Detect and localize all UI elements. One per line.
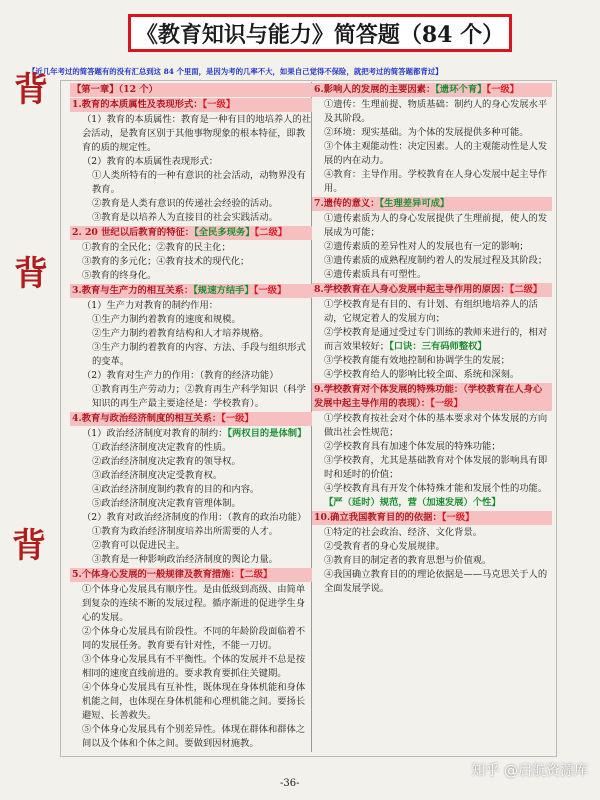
section-8-line — [312, 326, 552, 354]
section-3-line: ①教育再生产劳动力；②教育再生产科学知识（科学知识的再生产最主要途径是：学校教育）。 — [92, 384, 306, 409]
section-9-line: ③学校教育，尤其是基础教育对个体发展的影响具有即时和延时的价值； — [324, 455, 548, 480]
page-number: -36- — [280, 778, 300, 789]
left-column — [70, 82, 312, 751]
handwritten-note-2: 背 — [14, 254, 48, 294]
section-8-heading — [312, 283, 552, 297]
section-9-line: ②学校教育具有加速个体发展的特殊功能； — [324, 441, 501, 452]
section-5-heading — [70, 568, 312, 582]
section-4-line: ①教育为政治经济制度培养出所需要的人才。 — [92, 526, 278, 537]
section-4-line: ③政治经济制度决定受教育权。 — [92, 470, 223, 481]
section-5-line: ②个体身心发展具有阶段性。不同的年龄阶段面临着不同的发展任务。教育要有针对性，不能一刀切。 — [82, 626, 306, 651]
section-4-line: ①政治经济制度决定教育的性质。 — [92, 442, 232, 453]
section-4-line: ⑤政治经济制度决定教育管理体制。 — [92, 498, 241, 509]
section-3-tag: 【一级】 — [253, 285, 287, 296]
section-7-title: 7.遗传的意义： — [314, 198, 380, 209]
chapter-heading: 【第一章】（12 个） — [70, 83, 312, 97]
section-7-line: ④遗传素质具有可塑性。 — [324, 269, 427, 280]
section-7-line: ②遗传素质的差异性对人的发展也有一定的影响； — [324, 241, 529, 252]
section-10-line: ②受教育者的身心发展规律。 — [324, 541, 445, 552]
section-3-line: ①生产力制约着教育的速度和规模。 — [92, 314, 241, 325]
section-10-line: ①特定的社会政治、经济、文化背景。 — [324, 527, 483, 538]
section-4-tag: 【一级】 — [221, 413, 254, 424]
section-5-tag: 【二级】 — [239, 569, 273, 580]
section-4-heading — [70, 412, 312, 426]
section-9-tag: 【一级】 — [430, 398, 463, 409]
section-8-line: ①学校教育是有目的、有计划、有组织地培养人的活动，它规定着人的发展方向； — [324, 299, 538, 324]
section-3-mnemonic: 【规速方结手】 — [193, 285, 254, 296]
section-10-title: 10.确立我国教育目的的依据： — [314, 512, 442, 523]
section-1-line: （1）教育的本质属性：教育是一种有目的地培养人的社会活动，是教育区别于其他事物现象的根本特征，即教育的质的规定性。 — [82, 114, 312, 153]
section-6-heading — [312, 83, 552, 97]
section-3-line: ②生产力制约着教育结构和人才培养规格。 — [92, 328, 269, 339]
section-10-tag: 【一级】 — [441, 512, 475, 523]
section-1-heading — [70, 98, 312, 112]
watermark: 知乎 @启航资源库 — [471, 763, 588, 779]
section-9-mnemonic: 【严（延时）规范，营（加速发展）个性】 — [324, 497, 501, 508]
section-1-line: ③教育是以培养人为直接目的社会实践活动。 — [92, 212, 278, 223]
section-1-line: （2）教育的本质属性表现形式： — [82, 156, 219, 167]
section-3-title: 3.教育与生产力的相互关系： — [72, 285, 194, 296]
section-10-heading — [312, 511, 552, 525]
section-1-tag: 【一级】 — [202, 99, 236, 110]
section-5-line: ④个体身心发展具有互补性，既体现在身体机能和身体机能之间，也体现在身体机能和心理机能之间。要扬长避短、长善救失。 — [82, 682, 306, 721]
section-6-line: ③个体主观能动性：决定因素。人的主观能动性是人发展的内在动力。 — [324, 141, 548, 166]
section-4-line-text: （1）政治经济制度对教育的制约： — [82, 428, 228, 439]
section-3-heading — [70, 284, 312, 298]
section-9-heading — [312, 383, 552, 411]
section-9-line: ④学校教育具有开发个体特殊才能和发展个性的功能。 — [324, 483, 548, 494]
section-2-line: ⑤教育的终身化。 — [82, 270, 157, 281]
handwritten-note-3: 背 — [12, 526, 46, 566]
section-2-line: ③教育的多元化；④教育技术的现代化； — [82, 256, 250, 267]
section-4-line: ②教育可以促进民主。 — [92, 540, 185, 551]
section-3-line: ③生产力制约着教育的内容、方法、手段与组织形式的变革。 — [92, 342, 306, 367]
notice-text: 【近几年考过的简答题有的没有汇总到这 84 个里面，是因为考的几率不大，如果自己觉得不保险，就把考过的简答题都背过】 — [28, 67, 443, 76]
section-2-mnemonic: 【全民多现务】 — [194, 227, 255, 238]
section-9-line: ①学校教育按社会对个体的基本要求对个体发展的方向做出社会性规范； — [324, 413, 548, 438]
section-4-line: ③教育是一种影响政治经济制度的舆论力量。 — [92, 554, 278, 565]
section-5-line: ③个体身心发展具有不平衡性。个体的发展并不总是按相同的速度直线前进的。要求教育要抓住关键期。 — [82, 654, 306, 679]
section-8-title: 8.学校教育在人身心发展中起主导作用的原因： — [314, 284, 510, 295]
section-6-title: 6.影响人的发展的主要因素： — [314, 84, 436, 95]
section-7-mnemonic: 【生理差异可成】 — [379, 198, 450, 209]
section-2-tag: 【二级】 — [254, 227, 288, 238]
right-column — [312, 82, 552, 596]
section-3-line: （2）教育对生产力的作用：（教育的经济功能） — [82, 370, 279, 381]
section-2-line: ①教育的全民化；②教育的民主化； — [82, 242, 231, 253]
section-8-line: ④学校教育给人的影响比较全面、系统和深刻。 — [324, 369, 520, 380]
section-8-line-text: ②学校教育是通过受过专门训练的教师来进行的，相对而言效果较好； — [324, 327, 548, 352]
section-6-tag: 【一级】 — [486, 84, 519, 95]
section-8-line: ③学校教育能有效地控制和协调学生的发展； — [324, 355, 510, 366]
handwritten-note-1: 背 — [14, 70, 48, 110]
page-title: 《教育知识与能力》简答题（84 个） — [128, 14, 512, 52]
section-5-line: ①个体身心发展具有顺序性。是由低级到高级、由简单到复杂的连续不断的发展过程。循序渐进的促进学生身心的发展。 — [82, 584, 306, 623]
section-7-line: ①遗传素质为人的身心发展提供了生理前提，使人的发展成为可能； — [324, 213, 548, 238]
section-4-line: ②政治经济制度决定教育的领导权。 — [92, 456, 241, 467]
section-4-line — [70, 427, 312, 441]
section-3-line: （1）生产力对教育的制约作用： — [82, 300, 219, 311]
section-4-mnemonic: 【两权目的是体制】 — [227, 428, 307, 439]
section-2-heading — [70, 226, 312, 240]
section-10-line: ③教育目的制定者的教育思想与价值观。 — [324, 555, 492, 566]
section-5-title: 5.个体身心发展的一般规律及教育措施： — [72, 569, 240, 580]
section-5-line: ⑤个体身心发展具有个别差异性。体现在群体和群体之间以及个体和个体之间。要做到因材施教。 — [82, 724, 306, 749]
section-6-line: ④教育：主导作用。学校教育在人身心发展中起主导作用。 — [324, 169, 548, 194]
section-2-title: 2. 20 世纪以后教育的特征： — [72, 227, 195, 238]
section-4-line: ④政治经济制度制约教育的目的和内容。 — [92, 484, 260, 495]
section-1-line: ①人类所特有的一种有意识的社会活动，动物界没有教育。 — [92, 170, 306, 195]
section-6-line: ②环境：现实基础。为个体的发展提供多种可能。 — [324, 127, 529, 138]
section-6-mnemonic: 【遗环个育】 — [435, 84, 487, 95]
section-8-mnemonic: 【口诀：三有码师整权】 — [389, 341, 487, 352]
section-7-line: ③遗传素质的成熟程度制约着人的发展过程及其阶段； — [324, 255, 548, 266]
section-4-line: （2）教育对政治经济制度的作用：（教育的政治功能） — [82, 512, 307, 523]
section-1-line: ②教育是人类有意识的传递社会经验的活动。 — [92, 198, 278, 209]
section-9-title: 9.学校教育对个体发展的特殊功能：（学校教育在人身心发展中起主导作用的表现）： — [314, 384, 543, 409]
section-1-title: 1.教育的本质属性及表现形式： — [72, 99, 203, 110]
section-8-tag: 【二级】 — [509, 284, 543, 295]
section-10-line: ④我国确立教育目的的理论依据是——马克思关于人的全面发展学说。 — [324, 569, 548, 594]
section-7-heading — [312, 197, 552, 211]
section-6-line: ①遗传：生理前提、物质基础：制约人的身心发展水平及其阶段。 — [324, 99, 548, 124]
section-4-title: 4.教育与政治经济制度的相互关系： — [72, 413, 222, 424]
